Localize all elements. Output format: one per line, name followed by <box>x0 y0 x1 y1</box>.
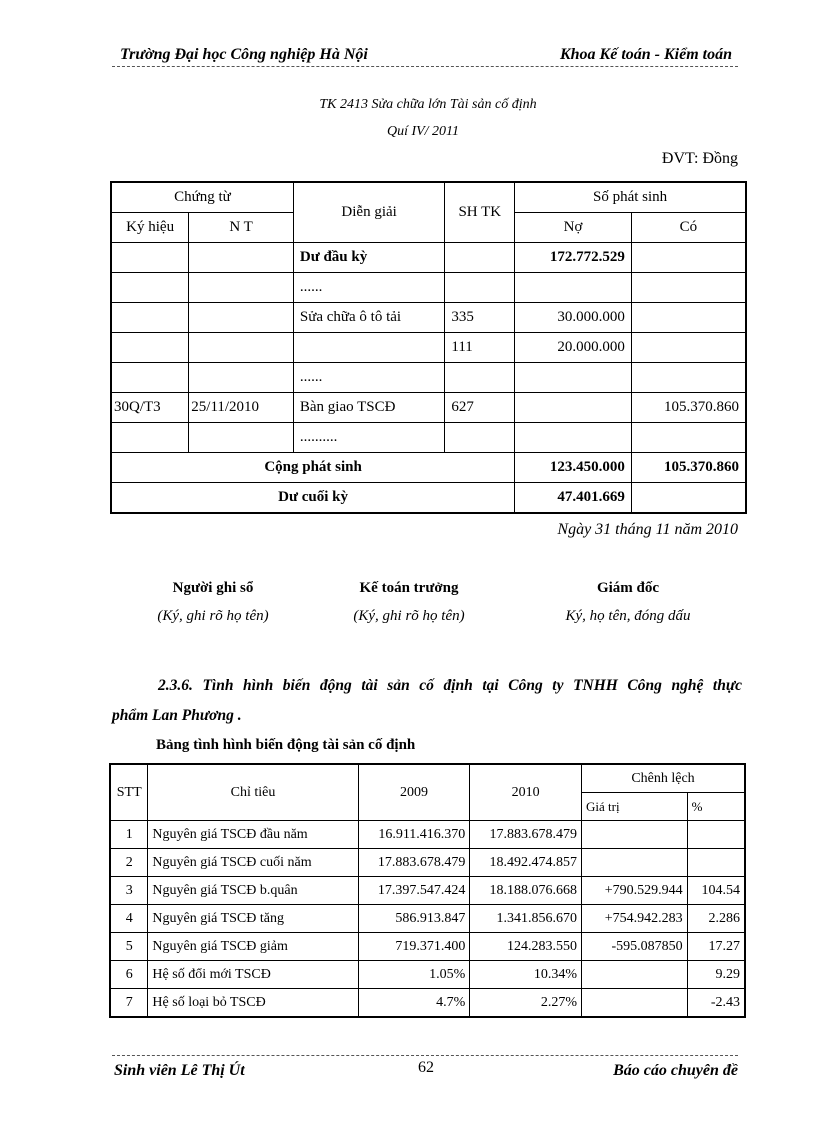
closing-label: Dư cuối kỳ <box>111 483 515 514</box>
table-title: Bảng tình hình biến động tài sản cố định <box>156 737 416 753</box>
cell-stt: 5 <box>110 933 148 961</box>
table-row <box>111 333 746 363</box>
cell-2009: 16.911.416.370 <box>358 821 470 849</box>
cell-2009: 17.397.547.424 <box>358 877 470 905</box>
signature-note: (Ký, ghi rõ họ tên) <box>157 608 269 624</box>
table-row <box>111 303 746 333</box>
signature-role: Giám đốc <box>596 580 660 596</box>
cell-pct: 104.54 <box>687 877 745 905</box>
header-description: Diễn giải <box>293 182 445 243</box>
total-label: Cộng phát sinh <box>111 453 515 483</box>
header-2010: 2010 <box>470 764 582 821</box>
cell-item: Hệ số đổi mới TSCĐ <box>148 961 358 989</box>
cell-description: Dư đầu kỳ <box>293 243 445 273</box>
cell-account <box>445 423 515 453</box>
header-credit: Có <box>631 213 746 243</box>
table-row <box>111 393 746 423</box>
header-voucher: Chứng từ <box>111 182 293 213</box>
date-line: Ngày 31 tháng 11 năm 2010 <box>557 521 738 538</box>
table-row <box>110 849 745 877</box>
cell-2009: 4.7% <box>358 989 470 1018</box>
section-heading-line2: phẩm Lan Phương . <box>112 707 242 724</box>
total-debit: 123.450.000 <box>515 453 632 483</box>
table-row <box>111 273 746 303</box>
cell-symbol <box>111 243 189 273</box>
header-item: Chỉ tiêu <box>148 764 358 821</box>
cell-2009: 719.371.400 <box>358 933 470 961</box>
cell-pct <box>687 849 745 877</box>
cell-value <box>582 849 688 877</box>
cell-2010: 10.34% <box>470 961 582 989</box>
cell-value <box>582 989 688 1018</box>
cell-item: Nguyên giá TSCĐ tăng <box>148 905 358 933</box>
cell-debit: 30.000.000 <box>515 303 632 333</box>
closing-row <box>111 483 746 514</box>
header-date: N T <box>189 213 294 243</box>
cell-pct: 17.27 <box>687 933 745 961</box>
total-row <box>111 453 746 483</box>
cell-symbol <box>111 363 189 393</box>
section-heading-line1: 2.3.6. Tình hình biến động tài sản cố định tại Công ty TNHH Công nghệ thực <box>158 677 742 694</box>
cell-debit: 172.772.529 <box>515 243 632 273</box>
cell-symbol: 30Q/T3 <box>111 393 189 423</box>
footer-right: Báo cáo chuyên đề <box>613 1062 738 1079</box>
cell-item: Nguyên giá TSCĐ cuối năm <box>148 849 358 877</box>
footer-left: Sinh viên Lê Thị Út <box>114 1062 245 1079</box>
ledger-title: TK 2413 Sửa chữa lớn Tài sản cố định <box>319 97 537 112</box>
cell-stt: 3 <box>110 877 148 905</box>
page-number: 62 <box>418 1059 434 1076</box>
cell-2010: 17.883.678.479 <box>470 821 582 849</box>
cell-description: ...... <box>293 273 445 303</box>
cell-date <box>189 303 294 333</box>
cell-stt: 4 <box>110 905 148 933</box>
header-stt: STT <box>110 764 148 821</box>
ledger-period: Quí IV/ 2011 <box>386 124 460 139</box>
table-row <box>110 989 745 1018</box>
cell-debit <box>515 393 632 423</box>
cell-account: 335 <box>445 303 515 333</box>
table-row <box>110 905 745 933</box>
header-amount: Số phát sinh <box>515 182 746 213</box>
cell-2009: 17.883.678.479 <box>358 849 470 877</box>
cell-account <box>445 243 515 273</box>
header-right: Khoa Kế toán - Kiểm toán <box>559 46 732 63</box>
cell-symbol <box>111 303 189 333</box>
cell-value <box>582 961 688 989</box>
cell-credit <box>631 273 746 303</box>
cell-date <box>189 363 294 393</box>
cell-symbol <box>111 333 189 363</box>
cell-2010: 18.188.076.668 <box>470 877 582 905</box>
cell-description: ...... <box>293 363 445 393</box>
cell-debit <box>515 273 632 303</box>
cell-description: Bàn giao TSCĐ <box>293 393 445 423</box>
cell-date: 25/11/2010 <box>189 393 294 423</box>
cell-pct <box>687 821 745 849</box>
footer-divider <box>112 1055 738 1056</box>
cell-value: +754.942.283 <box>582 905 688 933</box>
cell-stt: 2 <box>110 849 148 877</box>
table-row <box>110 877 745 905</box>
cell-account: 111 <box>445 333 515 363</box>
cell-date <box>189 423 294 453</box>
cell-date <box>189 333 294 363</box>
header-debit: Nợ <box>515 213 632 243</box>
header-diff: Chênh lệch <box>582 764 745 793</box>
cell-account <box>445 273 515 303</box>
cell-description: .......... <box>293 423 445 453</box>
table-row <box>110 961 745 989</box>
cell-debit: 20.000.000 <box>515 333 632 363</box>
cell-value: -595.087850 <box>582 933 688 961</box>
cell-pct: -2.43 <box>687 989 745 1018</box>
cell-stt: 6 <box>110 961 148 989</box>
header-symbol: Ký hiệu <box>111 213 189 243</box>
cell-item: Nguyên giá TSCĐ b.quân <box>148 877 358 905</box>
table-row <box>111 243 746 273</box>
cell-symbol <box>111 273 189 303</box>
closing-debit: 47.401.669 <box>515 483 632 514</box>
header-account: SH TK <box>445 182 515 243</box>
header-2009: 2009 <box>358 764 470 821</box>
cell-item: Nguyên giá TSCĐ đầu năm <box>148 821 358 849</box>
signature-director <box>528 580 728 625</box>
cell-stt: 7 <box>110 989 148 1018</box>
cell-symbol <box>111 423 189 453</box>
cell-credit <box>631 333 746 363</box>
table-row <box>111 363 746 393</box>
cell-item: Nguyên giá TSCĐ giảm <box>148 933 358 961</box>
ledger-unit: ĐVT: Đồng <box>661 150 738 167</box>
signature-role: Kế toán trưởng <box>359 580 459 596</box>
cell-date <box>189 243 294 273</box>
cell-credit <box>631 363 746 393</box>
cell-2010: 2.27% <box>470 989 582 1018</box>
cell-debit <box>515 423 632 453</box>
closing-credit <box>631 483 746 514</box>
table-row <box>111 423 746 453</box>
cell-account <box>445 363 515 393</box>
cell-stt: 1 <box>110 821 148 849</box>
cell-2010: 18.492.474.857 <box>470 849 582 877</box>
cell-pct: 2.286 <box>687 905 745 933</box>
header-value: Giá trị <box>582 793 688 821</box>
header-left: Trường Đại học Công nghiệp Hà Nội <box>120 46 368 63</box>
change-table <box>109 763 746 1018</box>
table-row <box>110 821 745 849</box>
cell-2009: 1.05% <box>358 961 470 989</box>
signature-note: (Ký, ghi rõ họ tên) <box>353 608 465 624</box>
total-credit: 105.370.860 <box>631 453 746 483</box>
cell-date <box>189 273 294 303</box>
header-pct: % <box>687 793 745 821</box>
signature-role: Người ghi sổ <box>172 580 254 596</box>
cell-2010: 1.341.856.670 <box>470 905 582 933</box>
cell-debit <box>515 363 632 393</box>
cell-account: 627 <box>445 393 515 423</box>
table-row <box>110 933 745 961</box>
header-divider <box>112 66 738 67</box>
cell-2009: 586.913.847 <box>358 905 470 933</box>
signature-note: Ký, họ tên, đóng dấu <box>565 608 691 624</box>
cell-description: Sửa chữa ô tô tải <box>293 303 445 333</box>
cell-item: Hệ số loại bỏ TSCĐ <box>148 989 358 1018</box>
cell-value: +790.529.944 <box>582 877 688 905</box>
ledger-table <box>110 181 747 514</box>
cell-credit <box>631 423 746 453</box>
cell-value <box>582 821 688 849</box>
cell-credit <box>631 243 746 273</box>
signature-bookkeeper <box>113 580 313 625</box>
cell-description <box>293 333 445 363</box>
cell-credit: 105.370.860 <box>631 393 746 423</box>
signature-chief-accountant <box>309 580 509 625</box>
cell-2010: 124.283.550 <box>470 933 582 961</box>
cell-pct: 9.29 <box>687 961 745 989</box>
cell-credit <box>631 303 746 333</box>
